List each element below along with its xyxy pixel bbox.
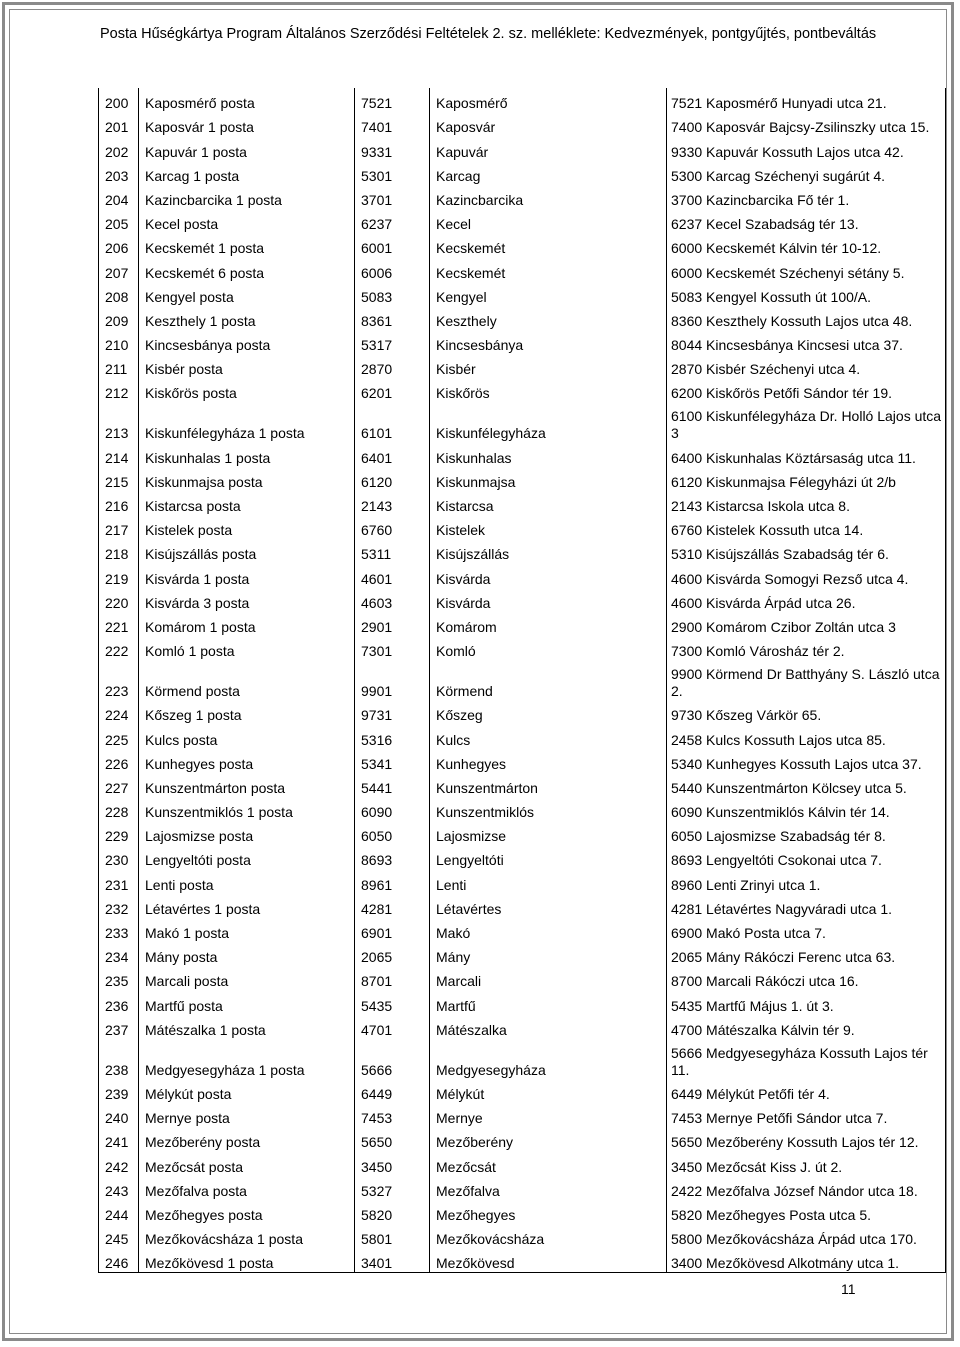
postal-code-cell: 2901 (355, 612, 430, 636)
post-office-name-cell: Mezőkövesd 1 posta (139, 1248, 355, 1272)
postal-code-cell: 6006 (355, 257, 430, 281)
post-office-name-cell: Kistarcsa posta (139, 491, 355, 515)
address-cell: 7453 Mernye Petőfi Sándor utca 7. (667, 1103, 946, 1127)
address-cell: 6900 Makó Posta utca 7. (667, 918, 946, 942)
postal-code-cell: 4701 (355, 1015, 430, 1039)
address-cell: 5340 Kunhegyes Kossuth Lajos utca 37. (667, 749, 946, 773)
city-name-cell: Mezőhegyes (430, 1200, 667, 1224)
row-number-cell: 201 (99, 112, 139, 136)
city-name-cell: Makó (430, 918, 667, 942)
postal-code-cell: 6001 (355, 233, 430, 257)
row-number-cell: 218 (99, 539, 139, 563)
row-number-cell: 246 (99, 1248, 139, 1272)
address-cell: 4700 Mátészalka Kálvin tér 9. (667, 1015, 946, 1039)
postal-code-cell: 6090 (355, 797, 430, 821)
postal-code-cell: 2065 (355, 942, 430, 966)
address-cell: 6050 Lajosmizse Szabadság tér 8. (667, 821, 946, 845)
row-number-cell: 231 (99, 869, 139, 893)
postal-code-cell: 6101 (355, 402, 430, 442)
city-name-cell: Marcali (430, 966, 667, 990)
postal-code-cell: 4281 (355, 894, 430, 918)
address-cell: 6449 Mélykút Petőfi tér 4. (667, 1079, 946, 1103)
address-cell: 5666 Medgyesegyháza Kossuth Lajos tér 11. (667, 1039, 946, 1079)
postal-code-cell: 9731 (355, 700, 430, 724)
address-cell: 2870 Kisbér Széchenyi utca 4. (667, 354, 946, 378)
post-office-name-cell: Kaposmérő posta (139, 88, 355, 112)
table-row (99, 749, 946, 773)
post-office-name-cell: Kecskemét 6 posta (139, 257, 355, 281)
address-cell: 8960 Lenti Zrinyi utca 1. (667, 869, 946, 893)
address-cell: 2143 Kistarcsa Iskola utca 8. (667, 491, 946, 515)
city-name-cell: Kaposmérő (430, 88, 667, 112)
table-row (99, 990, 946, 1014)
post-office-name-cell: Kiskunmajsa posta (139, 467, 355, 491)
city-name-cell: Kisvárda (430, 588, 667, 612)
row-number-cell: 223 (99, 660, 139, 700)
table-row (99, 1079, 946, 1103)
table-row (99, 402, 946, 442)
address-cell: 5435 Martfű Május 1. út 3. (667, 990, 946, 1014)
table-row (99, 636, 946, 660)
postal-code-cell: 6449 (355, 1079, 430, 1103)
post-office-name-cell: Kisvárda 3 posta (139, 588, 355, 612)
table-row (99, 869, 946, 893)
postal-code-cell: 4601 (355, 563, 430, 587)
table-row (99, 942, 946, 966)
postal-code-cell: 5327 (355, 1176, 430, 1200)
postal-code-cell: 6120 (355, 467, 430, 491)
address-cell: 5300 Karcag Széchenyi sugárút 4. (667, 161, 946, 185)
row-number-cell: 208 (99, 282, 139, 306)
city-name-cell: Lenti (430, 869, 667, 893)
city-name-cell: Kaposvár (430, 112, 667, 136)
postal-code-cell: 5666 (355, 1039, 430, 1079)
post-office-name-cell: Mélykút posta (139, 1079, 355, 1103)
address-cell: 3400 Mezőkövesd Alkotmány utca 1. (667, 1248, 946, 1272)
address-cell: 4600 Kisvárda Árpád utca 26. (667, 588, 946, 612)
table-row (99, 918, 946, 942)
city-name-cell: Lengyeltóti (430, 845, 667, 869)
row-number-cell: 225 (99, 724, 139, 748)
postal-code-cell: 5650 (355, 1127, 430, 1151)
table-row (99, 660, 946, 700)
post-office-name-cell: Körmend posta (139, 660, 355, 700)
postal-code-cell: 8361 (355, 306, 430, 330)
row-number-cell: 244 (99, 1200, 139, 1224)
row-number-cell: 213 (99, 402, 139, 442)
postal-code-cell: 2143 (355, 491, 430, 515)
table-row (99, 1248, 946, 1272)
post-office-name-cell: Lajosmizse posta (139, 821, 355, 845)
table-row (99, 1176, 946, 1200)
post-office-name-cell: Lenti posta (139, 869, 355, 893)
postal-code-cell: 9331 (355, 136, 430, 160)
table-row (99, 88, 946, 112)
address-cell: 2065 Mány Rákóczi Ferenc utca 63. (667, 942, 946, 966)
table-row (99, 724, 946, 748)
city-name-cell: Mátészalka (430, 1015, 667, 1039)
table-row (99, 257, 946, 281)
postal-code-cell: 5441 (355, 773, 430, 797)
postal-code-cell: 4603 (355, 588, 430, 612)
row-number-cell: 215 (99, 467, 139, 491)
address-cell: 6400 Kiskunhalas Köztársaság utca 11. (667, 442, 946, 466)
city-name-cell: Létavértes (430, 894, 667, 918)
address-cell: 9730 Kőszeg Várkör 65. (667, 700, 946, 724)
city-name-cell: Medgyesegyháza (430, 1039, 667, 1079)
post-office-name-cell: Kazincbarcika 1 posta (139, 185, 355, 209)
city-name-cell: Kazincbarcika (430, 185, 667, 209)
row-number-cell: 202 (99, 136, 139, 160)
table-row (99, 845, 946, 869)
postal-code-cell: 5301 (355, 161, 430, 185)
post-office-name-cell: Kiskőrös posta (139, 378, 355, 402)
table-body (99, 88, 946, 1272)
city-name-cell: Kecel (430, 209, 667, 233)
table-row (99, 700, 946, 724)
row-number-cell: 206 (99, 233, 139, 257)
postal-code-cell: 2870 (355, 354, 430, 378)
post-office-name-cell: Létavértes 1 posta (139, 894, 355, 918)
postal-code-cell: 5317 (355, 330, 430, 354)
table-row (99, 209, 946, 233)
post-office-name-cell: Lengyeltóti posta (139, 845, 355, 869)
address-cell: 8700 Marcali Rákóczi utca 16. (667, 966, 946, 990)
address-cell: 2458 Kulcs Kossuth Lajos utca 85. (667, 724, 946, 748)
postal-code-cell: 8701 (355, 966, 430, 990)
postal-code-cell: 7521 (355, 88, 430, 112)
city-name-cell: Kapuvár (430, 136, 667, 160)
post-office-name-cell: Mezőcsát posta (139, 1151, 355, 1175)
city-name-cell: Kunhegyes (430, 749, 667, 773)
post-office-name-cell: Komárom 1 posta (139, 612, 355, 636)
table-row (99, 161, 946, 185)
table-row (99, 136, 946, 160)
table-row (99, 1127, 946, 1151)
table-row (99, 563, 946, 587)
table-row (99, 185, 946, 209)
table-row (99, 1151, 946, 1175)
city-name-cell: Mernye (430, 1103, 667, 1127)
row-number-cell: 228 (99, 797, 139, 821)
table-row (99, 1224, 946, 1248)
city-name-cell: Kiskőrös (430, 378, 667, 402)
city-name-cell: Kulcs (430, 724, 667, 748)
row-number-cell: 232 (99, 894, 139, 918)
postal-code-cell: 6201 (355, 378, 430, 402)
table-row (99, 894, 946, 918)
row-number-cell: 233 (99, 918, 139, 942)
city-name-cell: Mélykút (430, 1079, 667, 1103)
table-row (99, 1200, 946, 1224)
table-row (99, 612, 946, 636)
address-cell: 6120 Kiskunmajsa Félegyházi út 2/b (667, 467, 946, 491)
table-row (99, 233, 946, 257)
address-cell: 6760 Kistelek Kossuth utca 14. (667, 515, 946, 539)
post-office-name-cell: Kunszentmiklós 1 posta (139, 797, 355, 821)
city-name-cell: Kecskemét (430, 257, 667, 281)
post-office-name-cell: Komló 1 posta (139, 636, 355, 660)
address-cell: 6200 Kiskőrös Petőfi Sándor tér 19. (667, 378, 946, 402)
address-cell: 6000 Kecskemét Kálvin tér 10-12. (667, 233, 946, 257)
post-office-name-cell: Mezőberény posta (139, 1127, 355, 1151)
table-row (99, 306, 946, 330)
table-row (99, 773, 946, 797)
row-number-cell: 220 (99, 588, 139, 612)
postal-code-cell: 7301 (355, 636, 430, 660)
address-cell: 8693 Lengyeltóti Csokonai utca 7. (667, 845, 946, 869)
city-name-cell: Kincsesbánya (430, 330, 667, 354)
city-name-cell: Mezőkövesd (430, 1248, 667, 1272)
table-row (99, 112, 946, 136)
row-number-cell: 205 (99, 209, 139, 233)
city-name-cell: Kunszentmárton (430, 773, 667, 797)
address-cell: 3450 Mezőcsát Kiss J. út 2. (667, 1151, 946, 1175)
post-office-name-cell: Karcag 1 posta (139, 161, 355, 185)
row-number-cell: 211 (99, 354, 139, 378)
post-office-name-cell: Keszthely 1 posta (139, 306, 355, 330)
city-name-cell: Kengyel (430, 282, 667, 306)
post-office-name-cell: Kapuvár 1 posta (139, 136, 355, 160)
post-office-name-cell: Kiskunfélegyháza 1 posta (139, 402, 355, 442)
table-row (99, 442, 946, 466)
row-number-cell: 209 (99, 306, 139, 330)
row-number-cell: 237 (99, 1015, 139, 1039)
post-office-name-cell: Mernye posta (139, 1103, 355, 1127)
page-header: Posta Hűségkártya Program Általános Szerződési Feltételek 2. sz. melléklete: Kedvezmények, pontgyűjtés, pontbeváltás (100, 26, 877, 42)
post-office-name-cell: Mezőkovácsháza 1 posta (139, 1224, 355, 1248)
post-office-name-cell: Marcali posta (139, 966, 355, 990)
city-name-cell: Kunszentmiklós (430, 797, 667, 821)
address-cell: 6237 Kecel Szabadság tér 13. (667, 209, 946, 233)
address-cell: 5800 Mezőkovácsháza Árpád utca 170. (667, 1224, 946, 1248)
table-row (99, 330, 946, 354)
city-name-cell: Mezőberény (430, 1127, 667, 1151)
city-name-cell: Kiskunfélegyháza (430, 402, 667, 442)
address-cell: 4600 Kisvárda Somogyi Rezső utca 4. (667, 563, 946, 587)
row-number-cell: 217 (99, 515, 139, 539)
row-number-cell: 242 (99, 1151, 139, 1175)
postal-code-cell: 7401 (355, 112, 430, 136)
address-cell: 6090 Kunszentmiklós Kálvin tér 14. (667, 797, 946, 821)
address-cell: 9330 Kapuvár Kossuth Lajos utca 42. (667, 136, 946, 160)
post-office-name-cell: Kunszentmárton posta (139, 773, 355, 797)
address-cell: 7521 Kaposmérő Hunyadi utca 21. (667, 88, 946, 112)
table-row (99, 588, 946, 612)
table-row (99, 378, 946, 402)
table-row (99, 539, 946, 563)
city-name-cell: Komárom (430, 612, 667, 636)
city-name-cell: Kisújszállás (430, 539, 667, 563)
postal-code-cell: 7453 (355, 1103, 430, 1127)
address-cell: 2422 Mezőfalva József Nándor utca 18. (667, 1176, 946, 1200)
postal-code-cell: 9901 (355, 660, 430, 700)
address-cell: 3700 Kazincbarcika Fő tér 1. (667, 185, 946, 209)
table-row (99, 797, 946, 821)
page-number: 11 (841, 1281, 856, 1297)
address-cell: 6000 Kecskemét Széchenyi sétány 5. (667, 257, 946, 281)
row-number-cell: 214 (99, 442, 139, 466)
post-office-name-cell: Mezőfalva posta (139, 1176, 355, 1200)
postal-code-cell: 5820 (355, 1200, 430, 1224)
table-row (99, 515, 946, 539)
postal-code-cell: 5311 (355, 539, 430, 563)
table-row (99, 821, 946, 845)
row-number-cell: 210 (99, 330, 139, 354)
post-office-name-cell: Kőszeg 1 posta (139, 700, 355, 724)
row-number-cell: 236 (99, 990, 139, 1014)
post-office-table (98, 88, 946, 1273)
postal-code-cell: 5341 (355, 749, 430, 773)
table-row (99, 282, 946, 306)
table-row (99, 491, 946, 515)
post-office-name-cell: Mezőhegyes posta (139, 1200, 355, 1224)
address-cell: 8044 Kincsesbánya Kincsesi utca 37. (667, 330, 946, 354)
postal-code-cell: 3701 (355, 185, 430, 209)
row-number-cell: 243 (99, 1176, 139, 1200)
post-office-name-cell: Makó 1 posta (139, 918, 355, 942)
table-row (99, 966, 946, 990)
address-cell: 5650 Mezőberény Kossuth Lajos tér 12. (667, 1127, 946, 1151)
post-office-name-cell: Kecskemét 1 posta (139, 233, 355, 257)
post-office-name-cell: Kulcs posta (139, 724, 355, 748)
city-name-cell: Körmend (430, 660, 667, 700)
postal-code-cell: 8961 (355, 869, 430, 893)
address-cell: 7300 Komló Városház tér 2. (667, 636, 946, 660)
table-row (99, 1103, 946, 1127)
city-name-cell: Lajosmizse (430, 821, 667, 845)
city-name-cell: Kistelek (430, 515, 667, 539)
row-number-cell: 216 (99, 491, 139, 515)
address-cell: 7400 Kaposvár Bajcsy-Zsilinszky utca 15. (667, 112, 946, 136)
row-number-cell: 212 (99, 378, 139, 402)
row-number-cell: 219 (99, 563, 139, 587)
row-number-cell: 204 (99, 185, 139, 209)
city-name-cell: Mány (430, 942, 667, 966)
postal-code-cell: 5083 (355, 282, 430, 306)
postal-code-cell: 6901 (355, 918, 430, 942)
city-name-cell: Mezőkovácsháza (430, 1224, 667, 1248)
post-office-name-cell: Kisbér posta (139, 354, 355, 378)
city-name-cell: Kisbér (430, 354, 667, 378)
city-name-cell: Keszthely (430, 306, 667, 330)
address-cell: 5820 Mezőhegyes Posta utca 5. (667, 1200, 946, 1224)
row-number-cell: 203 (99, 161, 139, 185)
city-name-cell: Kecskemét (430, 233, 667, 257)
row-number-cell: 229 (99, 821, 139, 845)
table-row (99, 354, 946, 378)
post-office-name-cell: Kengyel posta (139, 282, 355, 306)
row-number-cell: 235 (99, 966, 139, 990)
postal-code-cell: 6760 (355, 515, 430, 539)
row-number-cell: 226 (99, 749, 139, 773)
post-office-name-cell: Kunhegyes posta (139, 749, 355, 773)
row-number-cell: 241 (99, 1127, 139, 1151)
post-office-name-cell: Kaposvár 1 posta (139, 112, 355, 136)
post-office-name-cell: Martfű posta (139, 990, 355, 1014)
row-number-cell: 238 (99, 1039, 139, 1079)
row-number-cell: 239 (99, 1079, 139, 1103)
postal-code-cell: 5316 (355, 724, 430, 748)
table-row (99, 1015, 946, 1039)
city-name-cell: Kisvárda (430, 563, 667, 587)
city-name-cell: Kiskunmajsa (430, 467, 667, 491)
city-name-cell: Mezőcsát (430, 1151, 667, 1175)
table-row (99, 1039, 946, 1079)
address-cell: 6100 Kiskunfélegyháza Dr. Holló Lajos utca 3 (667, 402, 946, 442)
table-row (99, 467, 946, 491)
post-office-name-cell: Mány posta (139, 942, 355, 966)
row-number-cell: 200 (99, 88, 139, 112)
address-cell: 9900 Körmend Dr Batthyány S. László utca 2. (667, 660, 946, 700)
address-cell: 8360 Keszthely Kossuth Lajos utca 48. (667, 306, 946, 330)
postal-code-cell: 6050 (355, 821, 430, 845)
city-name-cell: Kőszeg (430, 700, 667, 724)
address-cell: 5083 Kengyel Kossuth út 100/A. (667, 282, 946, 306)
postal-code-cell: 6401 (355, 442, 430, 466)
address-cell: 2900 Komárom Czibor Zoltán utca 3 (667, 612, 946, 636)
row-number-cell: 230 (99, 845, 139, 869)
postal-code-cell: 8693 (355, 845, 430, 869)
row-number-cell: 234 (99, 942, 139, 966)
city-name-cell: Kistarcsa (430, 491, 667, 515)
post-office-name-cell: Kincsesbánya posta (139, 330, 355, 354)
postal-code-cell: 5801 (355, 1224, 430, 1248)
city-name-cell: Kiskunhalas (430, 442, 667, 466)
city-name-cell: Karcag (430, 161, 667, 185)
city-name-cell: Mezőfalva (430, 1176, 667, 1200)
address-cell: 5310 Kisújszállás Szabadság tér 6. (667, 539, 946, 563)
post-office-name-cell: Kistelek posta (139, 515, 355, 539)
post-office-name-cell: Medgyesegyháza 1 posta (139, 1039, 355, 1079)
post-office-name-cell: Kecel posta (139, 209, 355, 233)
postal-code-cell: 5435 (355, 990, 430, 1014)
postal-code-cell: 3450 (355, 1151, 430, 1175)
city-name-cell: Komló (430, 636, 667, 660)
row-number-cell: 221 (99, 612, 139, 636)
row-number-cell: 227 (99, 773, 139, 797)
post-office-name-cell: Kiskunhalas 1 posta (139, 442, 355, 466)
row-number-cell: 207 (99, 257, 139, 281)
post-office-name-cell: Kisvárda 1 posta (139, 563, 355, 587)
postal-code-cell: 3401 (355, 1248, 430, 1272)
post-office-name-cell: Mátészalka 1 posta (139, 1015, 355, 1039)
row-number-cell: 245 (99, 1224, 139, 1248)
row-number-cell: 240 (99, 1103, 139, 1127)
city-name-cell: Martfű (430, 990, 667, 1014)
post-office-name-cell: Kisújszállás posta (139, 539, 355, 563)
address-cell: 5440 Kunszentmárton Kölcsey utca 5. (667, 773, 946, 797)
postal-code-cell: 6237 (355, 209, 430, 233)
row-number-cell: 222 (99, 636, 139, 660)
row-number-cell: 224 (99, 700, 139, 724)
address-cell: 4281 Létavértes Nagyváradi utca 1. (667, 894, 946, 918)
